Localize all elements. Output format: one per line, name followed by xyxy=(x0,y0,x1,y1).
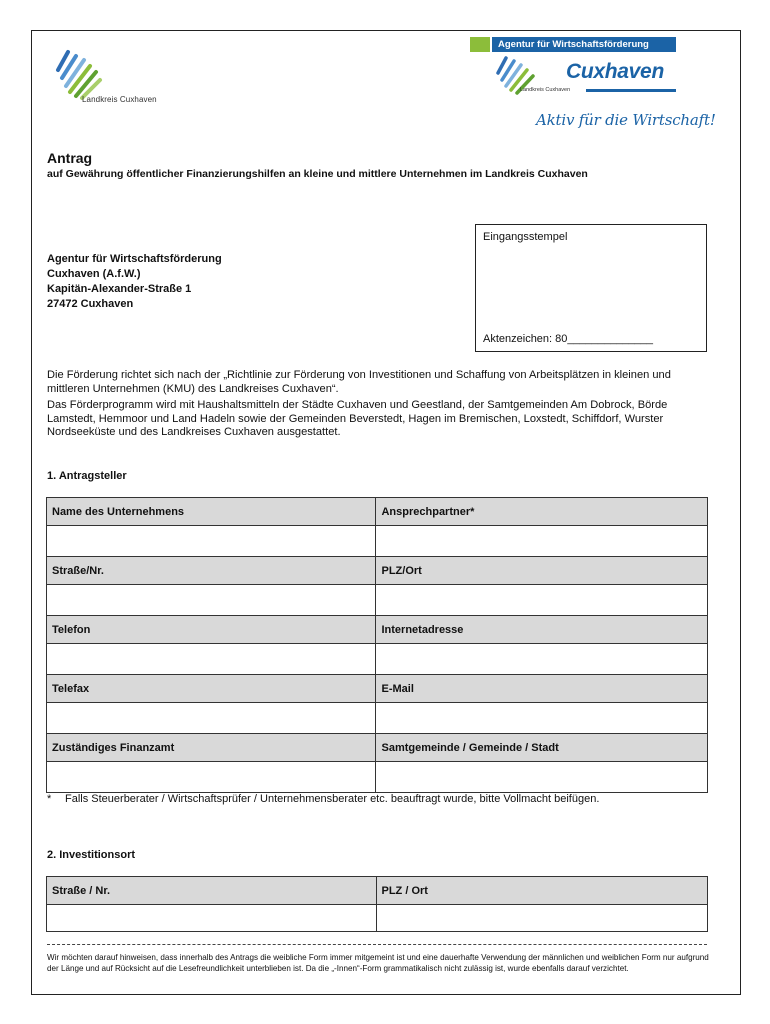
table-row xyxy=(47,557,708,585)
cuxhaven-sub-text: Landkreis Cuxhaven xyxy=(520,87,571,93)
table-row xyxy=(47,905,708,932)
field-label: Name des Unternehmens xyxy=(47,498,376,526)
field-label: Internetadresse xyxy=(376,616,708,644)
company-name-input[interactable] xyxy=(47,526,376,557)
field-label: E-Mail xyxy=(376,675,708,703)
recipient-address xyxy=(47,252,222,312)
street-input[interactable] xyxy=(47,585,376,616)
table-row xyxy=(47,585,708,616)
investment-street-input[interactable] xyxy=(47,905,377,932)
aktenzeichen-field: Aktenzeichen: 80______________ xyxy=(483,333,654,345)
cuxhaven-underline xyxy=(586,89,676,92)
field-label: Straße/Nr. xyxy=(47,557,376,585)
address-line: Kapitän-Alexander-Straße 1 xyxy=(47,283,192,295)
table-row xyxy=(47,644,708,675)
cuxhaven-wordmark: Cuxhaven xyxy=(566,60,664,83)
field-label: Ansprechpartner* xyxy=(376,498,708,526)
address-line: Cuxhaven (A.f.W.) xyxy=(47,268,141,280)
footer-divider xyxy=(47,944,707,945)
zip-city-input[interactable] xyxy=(376,585,708,616)
table-row xyxy=(47,616,708,644)
footnote-star: * xyxy=(47,793,52,805)
investment-location-table xyxy=(46,876,708,932)
field-label: Straße / Nr. xyxy=(47,877,377,905)
intro-text xyxy=(47,369,707,443)
field-label: Telefax xyxy=(47,675,376,703)
address-line: 27472 Cuxhaven xyxy=(47,298,134,310)
field-label: Samtgemeinde / Gemeinde / Stadt xyxy=(376,734,708,762)
stamp-label: Eingangsstempel xyxy=(483,231,568,243)
intro-paragraph: Das Förderprogramm wird mit Haushaltsmitteln der Städte Cuxhaven und Geestland, der Samtgemeinden Am Dobrock, Börde Lamstedt, Hemmoor und Land Hadeln sowie der Gemeinden Beverstedt, Hagen im Bremischen, Loxstedt, Schiffdorf, Wurster Nordseeküste und des Landkreises Cuxhaven ausgestattet. xyxy=(47,399,668,439)
tax-office-input[interactable] xyxy=(47,762,376,793)
table-row xyxy=(47,526,708,557)
table-row xyxy=(47,877,708,905)
page-subtitle: auf Gewährung öffentlicher Finanzierungshilfen an kleine und mittlere Unternehmen im Landkreis Cuxhaven xyxy=(47,168,588,180)
table-row xyxy=(47,498,708,526)
field-label: PLZ/Ort xyxy=(376,557,708,585)
table-row xyxy=(47,762,708,793)
municipality-input[interactable] xyxy=(376,762,708,793)
investment-zip-city-input[interactable] xyxy=(376,905,708,932)
fax-input[interactable] xyxy=(47,703,376,734)
page-title: Antrag xyxy=(47,150,93,166)
agentur-green-block xyxy=(470,37,490,52)
phone-input[interactable] xyxy=(47,644,376,675)
slogan: Aktiv für die Wirtschaft! xyxy=(536,111,716,129)
field-label: PLZ / Ort xyxy=(376,877,708,905)
footnote xyxy=(47,793,599,805)
email-input[interactable] xyxy=(376,703,708,734)
table-row xyxy=(47,734,708,762)
website-input[interactable] xyxy=(376,644,708,675)
table-row xyxy=(47,703,708,734)
intro-paragraph: Die Förderung richtet sich nach der „Richtlinie zur Förderung von Investitionen und Schaffung von Arbeitsplätzen in kleinen und mittleren Unternehmen (KMU) des Landkreises Cuxhaven“. xyxy=(47,369,671,395)
applicant-table xyxy=(46,497,708,793)
table-row xyxy=(47,675,708,703)
contact-person-input[interactable] xyxy=(376,526,708,557)
field-label: Zuständiges Finanzamt xyxy=(47,734,376,762)
agentur-bar: Agentur für Wirtschaftsförderung xyxy=(492,37,676,52)
section-heading: 2. Investitionsort xyxy=(47,849,136,861)
landkreis-logo-text: Landkreis Cuxhaven xyxy=(82,95,157,104)
field-label: Telefon xyxy=(47,616,376,644)
section-heading: 1. Antragsteller xyxy=(47,470,127,482)
footer-note: Wir möchten darauf hinweisen, dass innerhalb des Antrags die weibliche Form immer mitgemeint ist und eine dauerhafte Verwendung der männlichen und weiblichen Form nur aufgrund der Länge und auf Rücksicht auf die Lesefreundlichkeit unterblieben ist. Da die „-Innen“-Form grammatikalisch nicht zulässig ist, wurde ebenfalls darauf verzichtet. xyxy=(47,953,709,973)
footnote-text: Falls Steuerberater / Wirtschaftsprüfer / Unternehmensberater etc. beauftragt wurde, bitte Vollmacht beifügen. xyxy=(65,793,600,805)
address-line: Agentur für Wirtschaftsförderung xyxy=(47,253,222,265)
